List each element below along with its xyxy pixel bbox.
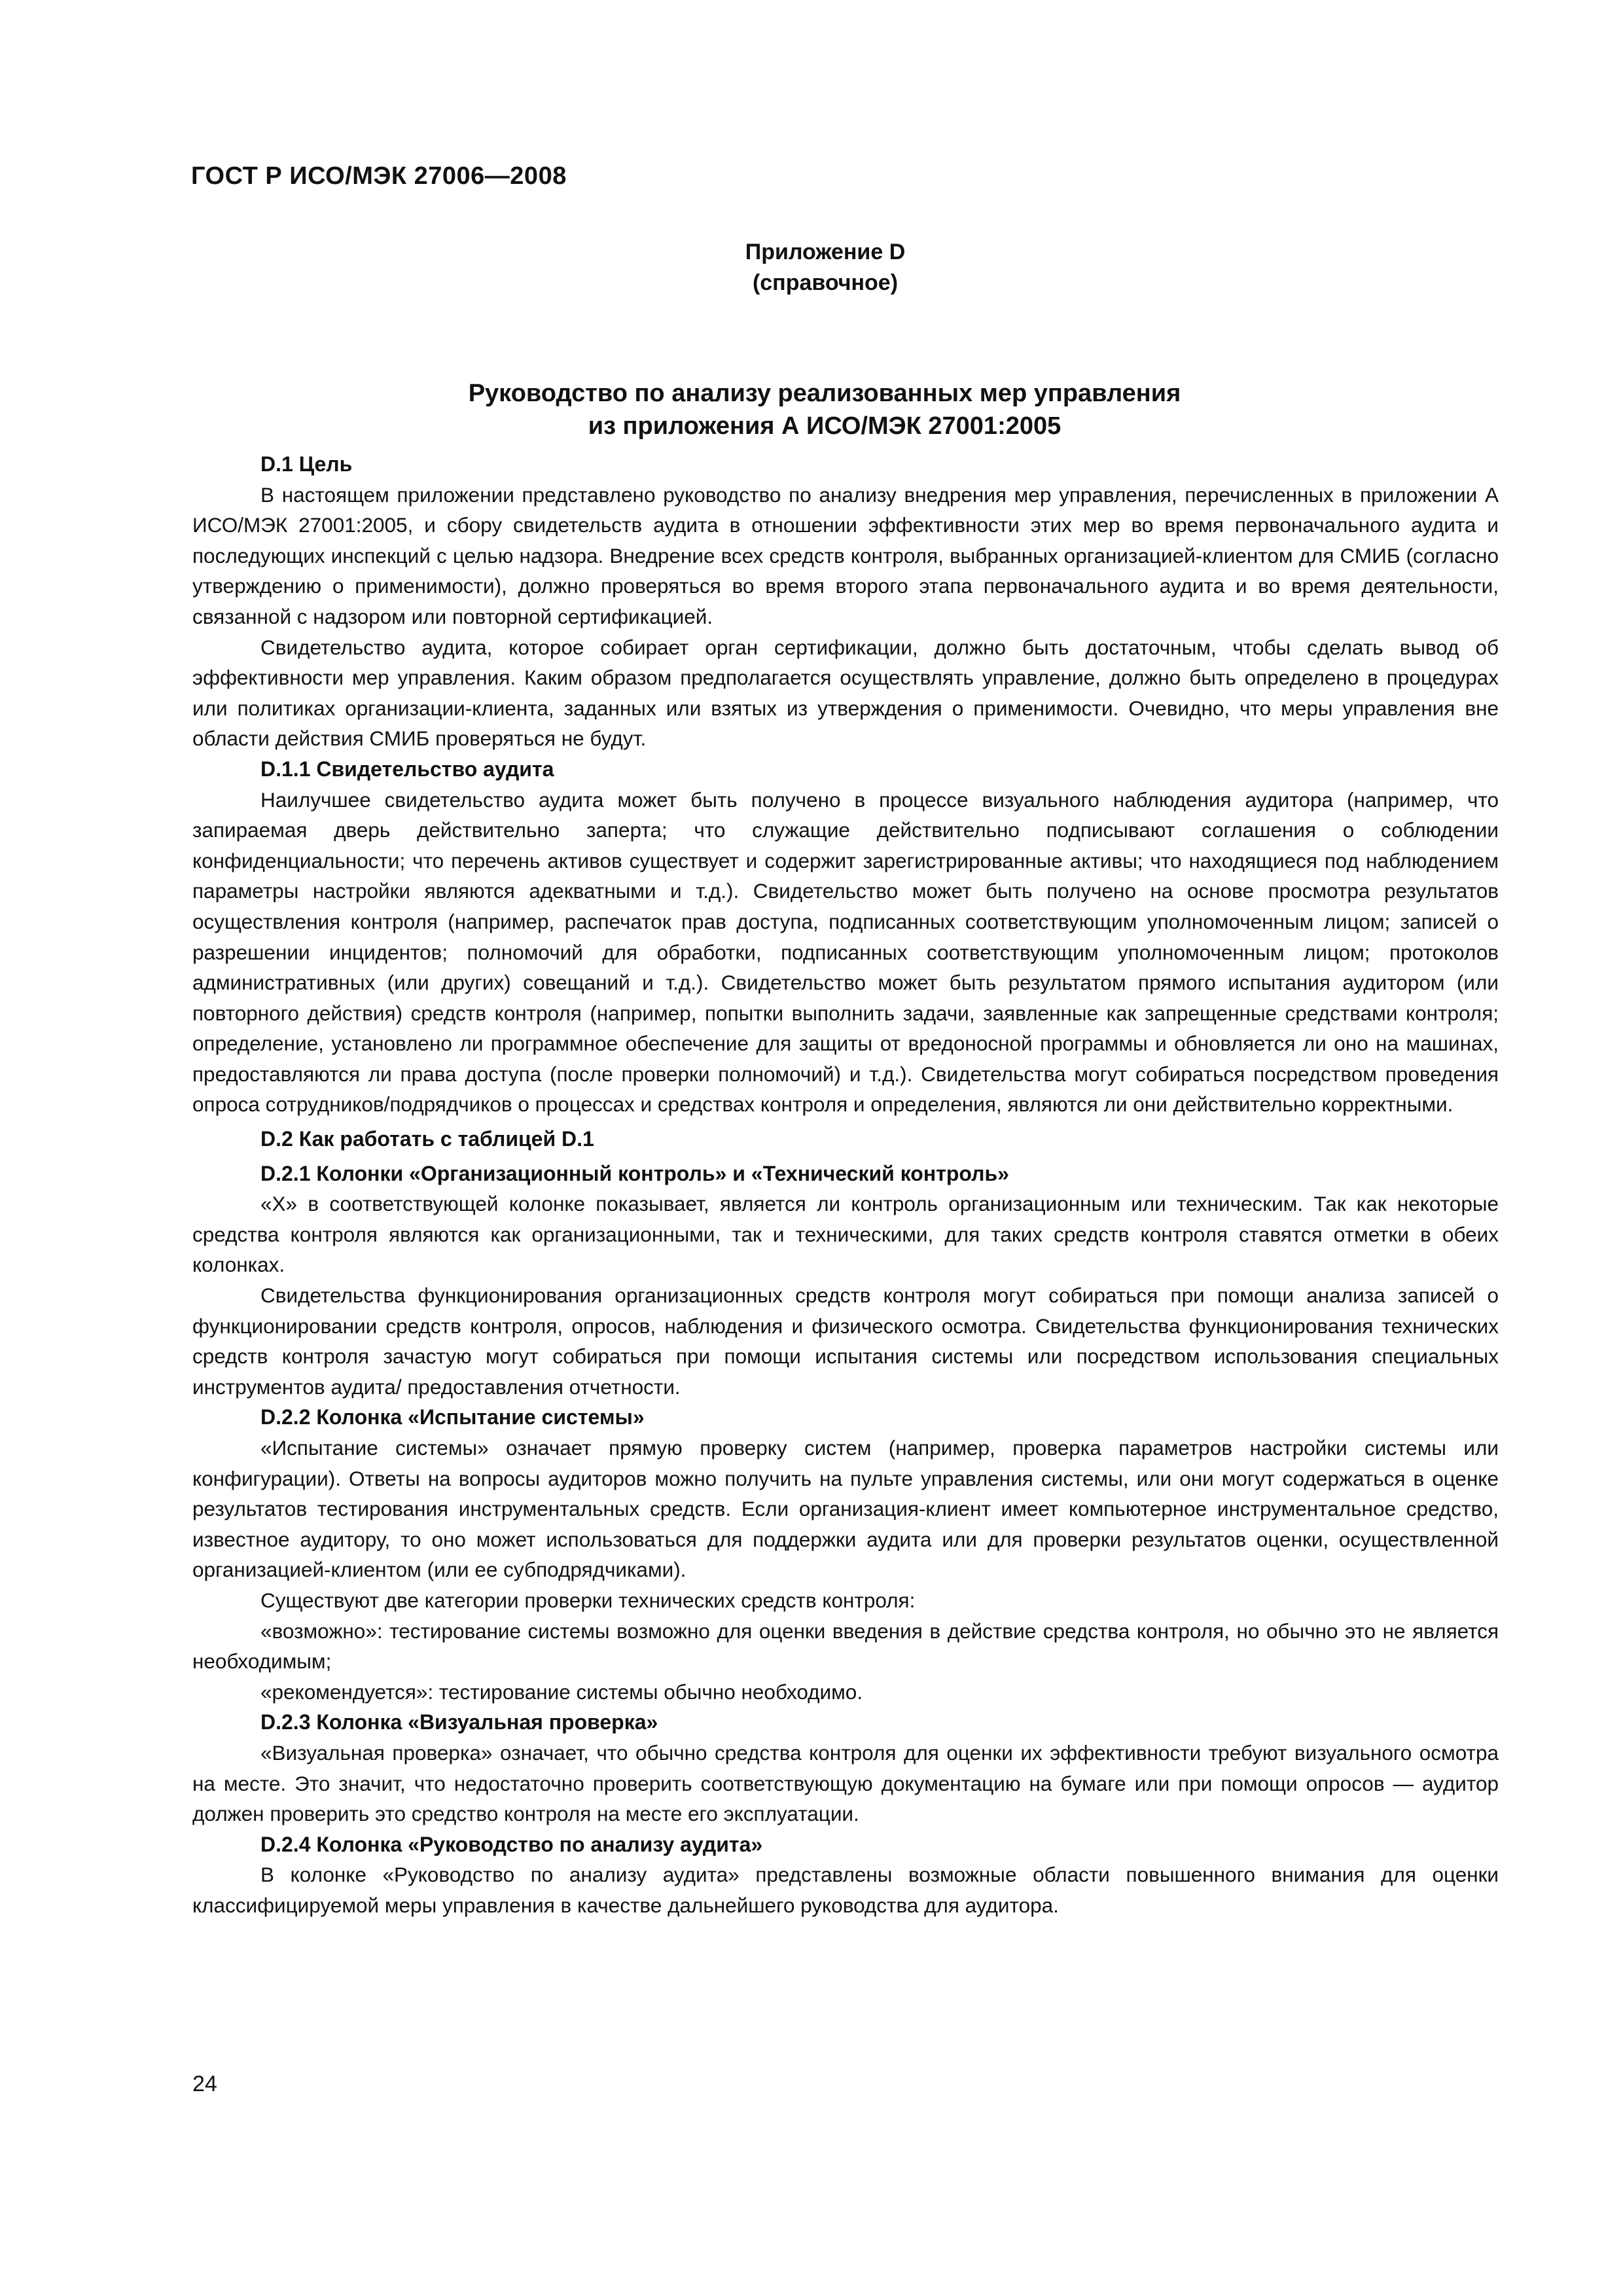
annex-title <box>0 377 1623 442</box>
paragraph: Свидетельство аудита, которое собирает орган сертификации, должно быть достаточным, чтобы сделать вывод об эффективности мер управления. Каким образом предполагается осуществлять управление, должно быть определено в процедурах или политиках организации-клиента, заданных или взятых из утверждения о применимости. Очевидно, что меры управления вне области действия СМИБ проверяться не будут. <box>192 635 1499 751</box>
paragraph: «рекомендуется»: тестирование системы обычно необходимо. <box>260 1679 863 1704</box>
annex-title-line-1: Руководство по анализу реализованных мер управления <box>468 380 1181 407</box>
section-heading-d2-4: D.2.4 Колонка «Руководство по анализу аудита» <box>260 1832 763 1856</box>
paragraph: «Х» в соответствующей колонке показывает, является ли контроль организационным или техническим. Так как некоторые средства контроля являются как организационными, так и техническими, для таких средств контроля ставятся отметки в обеих колонках. <box>192 1192 1499 1277</box>
section-heading-d2: D.2 Как работать с таблицей D.1 <box>260 1127 594 1151</box>
document-code-header: ГОСТ Р ИСО/МЭК 27006—2008 <box>191 162 567 190</box>
section-heading-d1: D.1 Цель <box>260 452 353 476</box>
annex-label: Приложение D <box>745 240 906 264</box>
paragraph: «Испытание системы» означает прямую проверку систем (например, проверка параметров настройки системы или конфигурации). Ответы на вопросы аудиторов можно получить на пульте управления системы, или они могут содержаться в оценке результатов тестирования инструментальных средств. Если организация-клиент имеет компьютерное инструментальное средство, известное аудитору, то оно может использоваться для поддержки аудита или для проверки результатов оценки, осуществленной организацией-клиентом (или ее субподрядчиками). <box>192 1436 1499 1582</box>
paragraph: Наилучшее свидетельство аудита может быть получено в процессе визуального наблюдения аудитора (например, что запираемая дверь действительно заперта; что служащие действительно подписывают соглашения о соблюдении конфиденциальности; что перечень активов существует и содержит зарегистрированные активы; что находящиеся под наблюдением параметры настройки являются адекватными и т.д.). Свидетельство может быть получено на основе просмотра результатов осуществления контроля (например, распечаток прав доступа, подписанных соответствующим уполномоченным лицом; записей о разрешении инцидентов; полномочий для обработки, подписанных соответствующим уполномоченным лицом; протоколов административных (или других) совещаний и т.д.). Свидетельство может быть результатом прямого испытания аудитором (или повторного действия) средств контроля (например, попытки выполнить задачи, заявленные как запрещенные средствами контроля; определение, установлено ли программное обеспечение для защиты от вредоносной программы и обновляется ли оно на машинах, предоставляются ли права доступа (после проверки полномочий) и т.д.). Свидетельства могут собираться посредством проведения опроса сотрудников/подрядчиков о процессах и средствах контроля и определения, являются ли они действительно корректными. <box>192 787 1499 1117</box>
section-heading-d2-2: D.2.2 Колонка «Испытание системы» <box>260 1405 645 1429</box>
paragraph: «Визуальная проверка» означает, что обычно средства контроля для оценки их эффективности требуют визуального осмотра на месте. Это значит, что недостаточно проверить соответствующую документацию на бумаге или при помощи опросов — аудитор должен проверить это средство контроля на месте его эксплуатации. <box>192 1740 1499 1826</box>
section-heading-d2-1: D.2.1 Колонки «Организационный контроль» и «Технический контроль» <box>260 1161 1009 1185</box>
section-heading-d2-3: D.2.3 Колонка «Визуальная проверка» <box>260 1710 658 1734</box>
paragraph: Свидетельства функционирования организационных средств контроля могут собираться при помощи анализа записей о функционировании средств контроля, опросов, наблюдения и физического осмотра. Свидетельства функционирования технических средств контроля зачастую могут собираться при помощи испытания системы или посредством использования специальных инструментов аудита/ предоставления отчетности. <box>192 1283 1499 1399</box>
annex-title-line-2: из приложения А ИСО/МЭК 27001:2005 <box>588 412 1061 440</box>
paragraph: Существуют две категории проверки технических средств контроля: <box>260 1588 916 1612</box>
paragraph: В колонке «Руководство по анализу аудита» представлены возможные области повышенного внимания для оценки классифицируемой меры управления в качестве дальнейшего руководства для аудитора. <box>192 1863 1499 1917</box>
paragraph: «возможно»: тестирование системы возможно для оценки введения в действие средства контроля, но обычно это не является необходимым; <box>192 1619 1499 1674</box>
document-body <box>192 449 1499 1921</box>
section-heading-d1-1: D.1.1 Свидетельство аудита <box>260 757 554 781</box>
page-number: 24 <box>192 2072 217 2096</box>
annex-heading <box>0 237 1623 298</box>
annex-kind: (справочное) <box>752 270 899 295</box>
paragraph: В настоящем приложении представлено руководство по анализу внедрения мер управления, перечисленных в приложении А ИСО/МЭК 27001:2005, и сбору свидетельств аудита в отношении эффективности этих мер во время первоначального аудита и последующих инспекций с целью надзора. Внедрение всех средств контроля, выбранных организацией-клиентом для СМИБ (согласно утверждению о применимости), должно проверяться во время второго этапа первоначального аудита и во время деятельности, связанной с надзором или повторной сертификацией. <box>192 482 1499 628</box>
